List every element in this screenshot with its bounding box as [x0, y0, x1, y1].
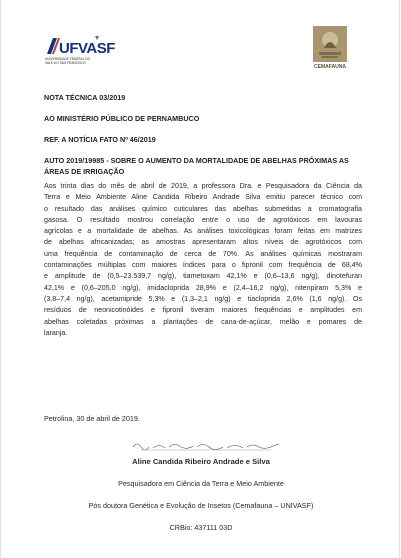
auto-subject-line-2: ÁREAS DE IRRIGAÇÃO: [44, 167, 125, 176]
paragraph-line: abelhas coletadas próximas a plantações de cana-de-açúcar, melão e pomares de: [44, 317, 362, 326]
cemafauna-logo: [309, 26, 351, 74]
cemafauna-emblem-icon: [313, 26, 347, 62]
univasf-logo-wordmark: UFVASF: [59, 40, 115, 57]
addressee: AO MINISTÉRIO PÚBLICO DE PERNAMBUCO: [44, 114, 200, 123]
signer-name: Aline Candida Ribeiro Andrade e Silva: [132, 457, 270, 466]
handwritten-signature: [131, 438, 281, 450]
cemafauna-logo-text: CEMAFAUNA: [314, 64, 346, 70]
paragraph-line: laranja.: [44, 328, 68, 337]
paragraph-line: e amplitude de (0,5–23.539,7 ng/g), tiametoxam 42,1% e (0,6–13,6 ng/g), dinotefuran: [44, 272, 362, 281]
paragraph-line: de abelhas africanizadas; as amostras apresentaram altos níveis de agrotóxicos com: [44, 238, 362, 247]
paragraph-line: resíduos de neonicotinóides e fipronil tiveram maiores frequências e amplitudes em: [44, 306, 362, 315]
body-paragraph: [44, 181, 362, 339]
signer-crbio: CRBio: 437111 03D: [169, 523, 233, 532]
paragraph-line: o resultado das análises químico cuticulares das abelhas submetidas a cromatografia: [44, 204, 362, 213]
signer-affiliation: Pós doutora Genética e Evolução de Insetos (Cemafauna – UNIVASF): [88, 501, 314, 510]
paragraph-line: 42,1% e (0,6–205,0 ng/g), imidacloprida 28,9% e (2,4–16,2 ng/g), nitenpiram 5,3% e: [44, 283, 362, 292]
signer-role: Pesquisadora em Ciência da Terra e Meio Ambiente: [118, 479, 284, 488]
paragraph-line: agrícolas e a mortalidade de abelhas. As análises toxicológicas foram feitas em matrizes: [44, 227, 362, 236]
paragraph-line: contaminações múltiplas com maiores índices para o fipronil com frequência de 68,4%: [44, 261, 362, 270]
paragraph-line: gasosa. O resultado mostrou correlação entre o uso de agrotóxicos em lavouras: [44, 215, 362, 224]
place-date: Petrolina, 30 de abril de 2019.: [44, 414, 140, 423]
paragraph-line: Aos trinta dias do mês de abril de 2019, a professora Dra. e Pesquisadora da Ciência da: [44, 182, 362, 190]
paragraph-line: uma frequência de contaminação de cerca de 70%. As análises químicas mostraram: [44, 249, 362, 258]
paragraph-line: (3,8–7,4 ng/g), acetamipride 5,3% e (1,3–2,1 ng/g) e tiacloprida 2,6% (1,6 ng/g). Os: [44, 294, 362, 303]
paragraph-line: Terra e Meio Ambiente Aline Candida Ribeiro Andrade Silva emitiu parecer técnico com: [44, 193, 362, 202]
univasf-logo-subtitle: UNIVERSIDADE FEDERAL DO VALE DO SÃO FRANCISCO: [45, 57, 91, 65]
reference: REF. A NOTÍCIA FATO Nº 46/2019: [44, 135, 156, 144]
univasf-logo: [45, 34, 115, 74]
univasf-logo-icon: [45, 34, 115, 58]
auto-subject-line-1: AUTO 2019/19985 - SOBRE O AUMENTO DA MORTALIDADE DE ABELHAS PRÓXIMAS AS: [44, 156, 349, 165]
nota-tecnica-number: NOTA TÉCNICA 03/2019: [44, 93, 126, 102]
